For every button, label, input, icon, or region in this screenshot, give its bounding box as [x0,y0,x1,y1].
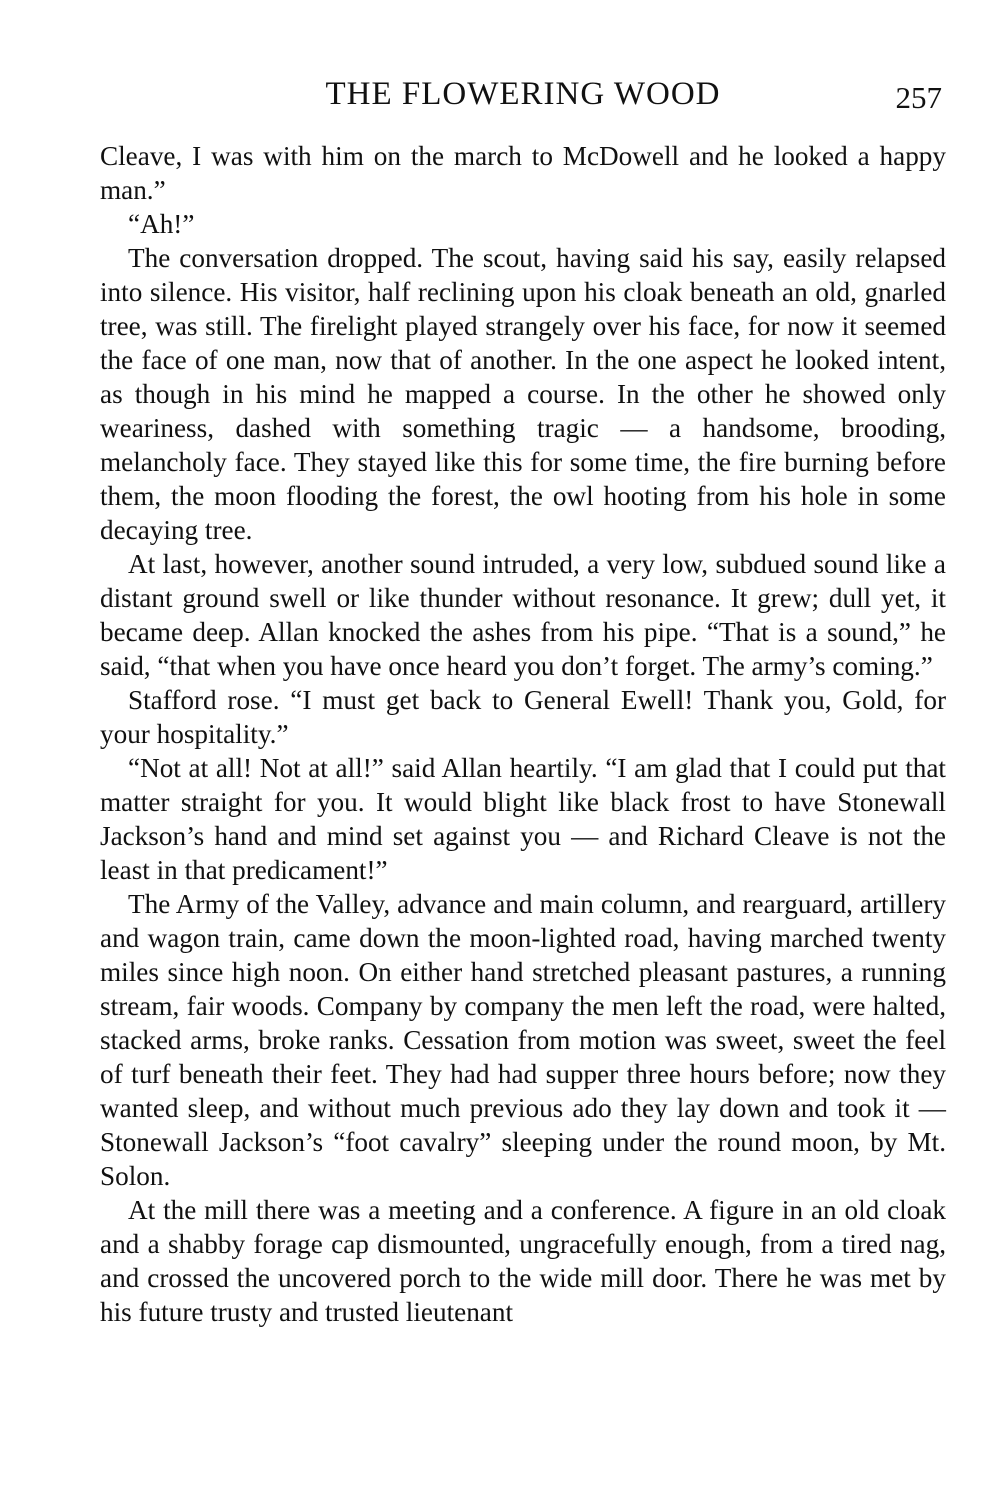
running-head-title: THE FLOWERING WOOD [325,76,721,112]
page-number: 257 [895,80,942,115]
paragraph: At last, however, another sound intruded, a very low, subdued sound like a distant ground swell or like thunder without resonance. It grew; dull yet, it became deep. Allan knocked the ashes from his pipe. “That is a sound,” he said, “that when you have once heard you don’t forget. The army’s coming.” [100,549,946,681]
paragraph: Stafford rose. “I must get back to General Ewell! Thank you, Gold, for your hospitality.” [100,685,946,749]
paragraph: Cleave, I was with him on the march to McDowell and he looked a happy man.” [100,141,946,205]
page-body [100,139,946,1329]
page-header [100,74,946,118]
paragraph: The Army of the Valley, advance and main column, and rearguard, artillery and wagon train, came down the moon-lighted road, having marched twenty miles since high noon. On either hand stretched pleasant pastures, a running stream, fair woods. Company by company the men left the road, were halted, stacked arms, broke ranks. Cessation from motion was sweet, sweet the feel of turf beneath their feet. They had had supper three hours before; now they wanted sleep, and without much previous ado they lay down and took it — Stonewall Jackson’s “foot cavalry” sleeping under the round moon, by Mt. Solon. [100,889,946,1191]
paragraph: “Not at all! Not at all!” said Allan heartily. “I am glad that I could put that matter straight for you. It would blight like black frost to have Stonewall Jackson’s hand and mind set against you — and Richard Cleave is not the least in that predicament!” [100,753,946,885]
paragraph: “Ah!” [128,209,195,239]
paragraph: The conversation dropped. The scout, having said his say, easily relapsed into silence. His visitor, half reclining upon his cloak beneath an old, gnarled tree, was still. The firelight played strangely over his face, for now it seemed the face of one man, now that of another. In the one aspect he looked intent, as though in his mind he mapped a course. In the other he showed only weariness, dashed with something tragic — a handsome, brooding, melancholy face. They stayed like this for some time, the fire burning before them, the moon flooding the forest, the owl hooting from his hole in some decaying tree. [100,243,946,545]
paragraph: At the mill there was a meeting and a conference. A figure in an old cloak and a shabby forage cap dismounted, ungracefully enough, from a tired nag, and crossed the uncovered porch to the wide mill door. There he was met by his future trusty and trusted lieutenant [100,1195,946,1327]
